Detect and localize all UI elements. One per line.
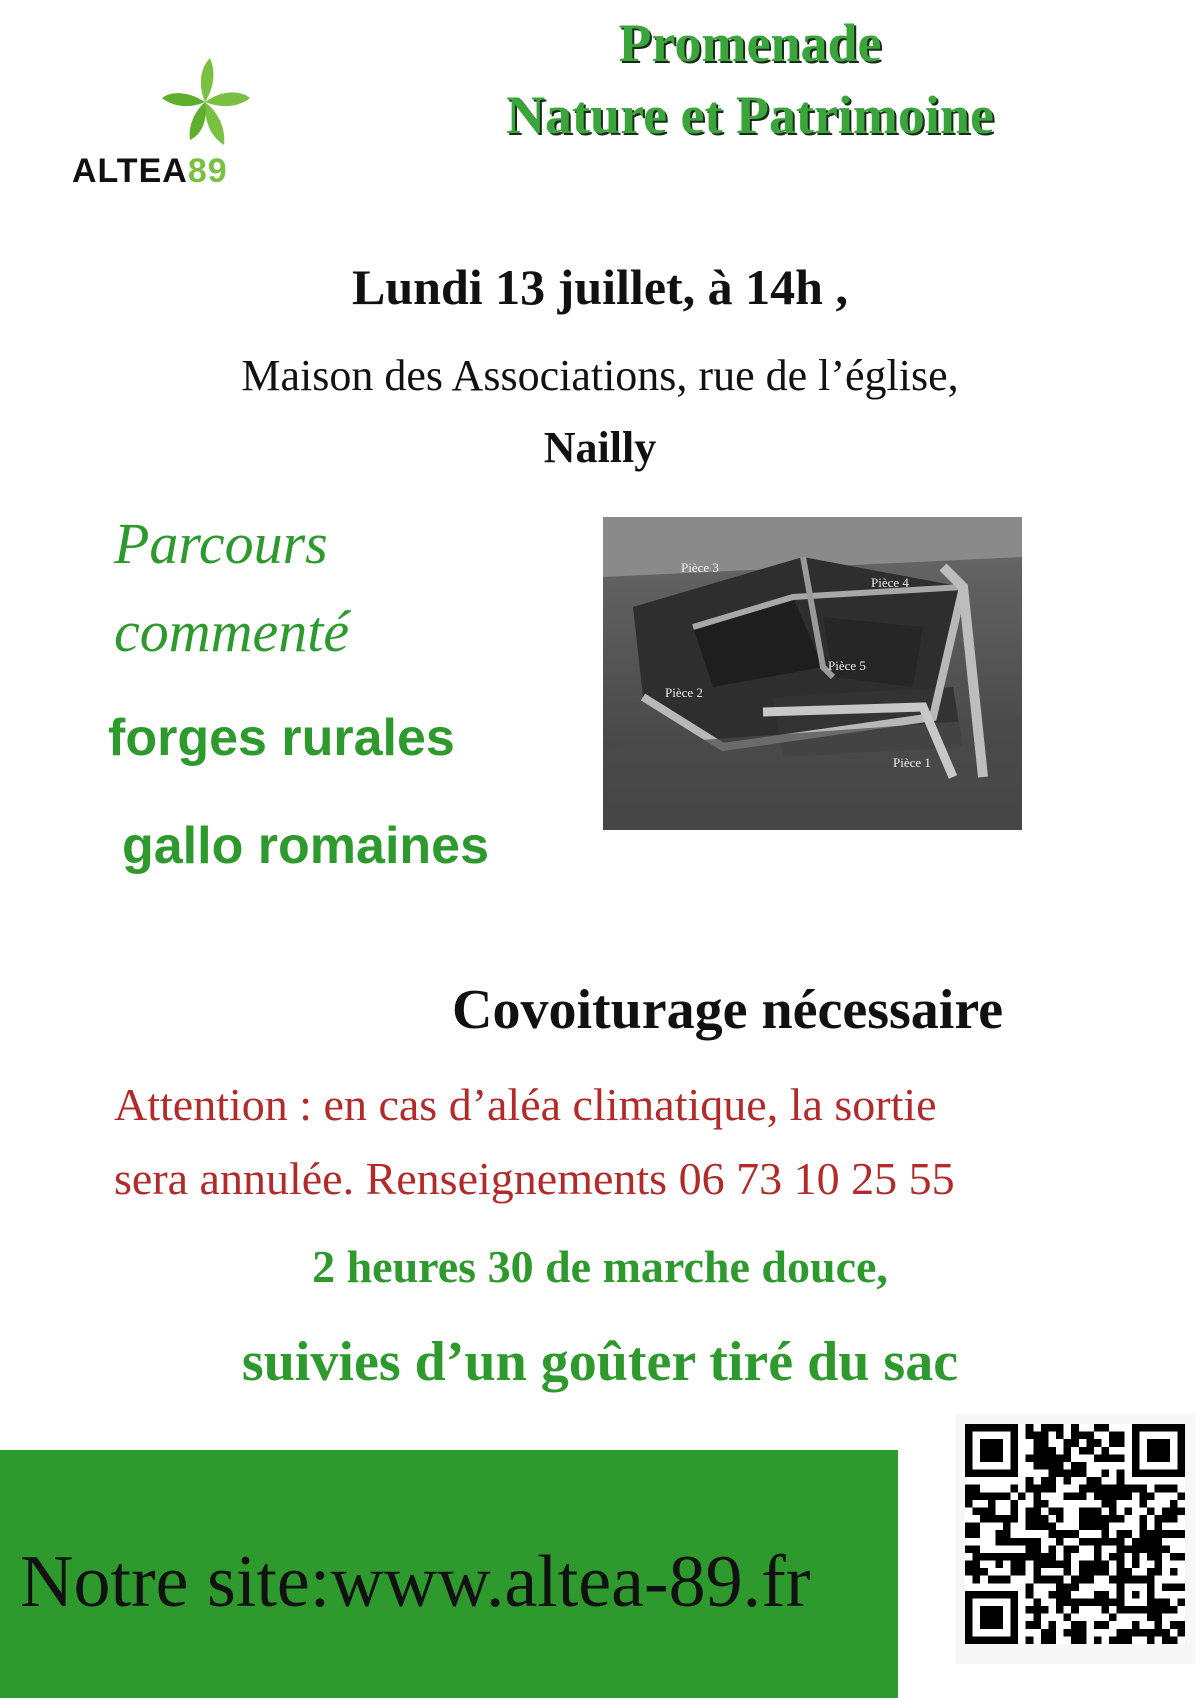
topic-line-1: Parcours xyxy=(114,511,328,576)
photo-label-piece-4: Pièce 4 xyxy=(871,575,909,590)
warning-line-2: sera annulée. Renseignements 06 73 10 25 55 xyxy=(114,1153,955,1204)
topic-line-2: commenté xyxy=(114,599,350,664)
title-line-1: Promenade xyxy=(618,13,882,73)
topic-line-3: forges rurales xyxy=(108,709,455,767)
photo-label-piece-5: Pièce 5 xyxy=(828,658,866,673)
warning-line-1: Attention : en cas d’aléa climatique, la sortie xyxy=(114,1079,937,1130)
photo-label-piece-1: Pièce 1 xyxy=(893,755,931,770)
carpool-notice: Covoiturage nécessaire xyxy=(452,979,1004,1041)
walk-duration: 2 heures 30 de marche douce, xyxy=(312,1241,888,1292)
logo-name: ALTEA xyxy=(72,152,188,190)
topic-line-4: gallo romaines xyxy=(122,817,489,875)
photo-label-piece-2: Pièce 2 xyxy=(665,685,703,700)
logo-wordmark xyxy=(72,152,228,191)
qr-code[interactable] xyxy=(965,1424,1185,1644)
leaf-logo-icon xyxy=(150,50,260,150)
website-link[interactable]: Notre site:www.altea-89.fr xyxy=(20,1541,811,1623)
logo-number: 89 xyxy=(187,152,228,190)
title-line-2: Nature et Patrimoine xyxy=(506,85,994,145)
event-date: Lundi 13 juillet, à 14h , xyxy=(352,259,848,315)
event-town: Nailly xyxy=(543,423,657,472)
event-address: Maison des Associations, rue de l’église, xyxy=(241,351,959,400)
photo-label-piece-3: Pièce 3 xyxy=(681,560,719,575)
excavation-photo xyxy=(603,517,1022,830)
walk-snack: suivies d’un goûter tiré du sac xyxy=(241,1331,959,1393)
